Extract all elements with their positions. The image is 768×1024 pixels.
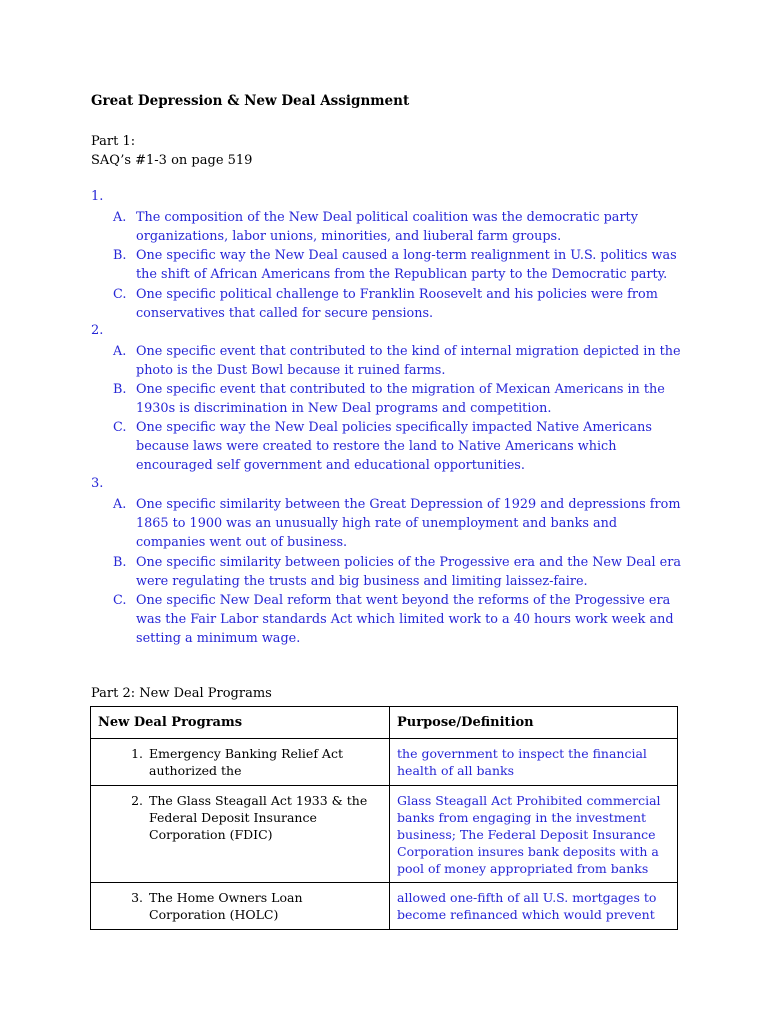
answer-item	[113, 495, 683, 552]
part2-heading: Part 2: New Deal Programs	[91, 686, 272, 701]
new-deal-programs-table	[90, 706, 678, 930]
definition-cell: Glass Steagall Act Prohibited commercial banks from engaging in the investment business; The Federal Deposit Insurance Corporation insures bank deposits with a pool of money appropriated from banks	[390, 786, 678, 883]
answer-letter: A.	[113, 344, 127, 359]
answer-letter: C.	[113, 593, 127, 608]
table-row	[91, 739, 678, 786]
program-number: 3.	[131, 890, 143, 905]
program-cell	[91, 883, 390, 930]
part1-subheading: SAQ’s #1-3 on page 519	[91, 153, 253, 168]
program-number: 2.	[131, 793, 143, 808]
answer-text: One specific New Deal reform that went beyond the reforms of the Progessive era was the Fair Labor standards Act which limited work to a 40 hours work week and setting a minimum wage.	[136, 593, 674, 646]
answer-item	[113, 553, 683, 591]
program-name: The Glass Steagall Act 1933 & the Federal Deposit Insurance Corporation (FDIC)	[149, 793, 368, 842]
column-header-programs: New Deal Programs	[91, 707, 390, 739]
answer-item	[113, 418, 683, 475]
table-row	[91, 883, 678, 930]
answer-letter: B.	[113, 248, 127, 263]
program-name: Emergency Banking Relief Act authorized the	[149, 746, 343, 778]
column-header-purpose: Purpose/Definition	[390, 707, 678, 739]
question-number: 1.	[91, 189, 104, 204]
answer-text: One specific political challenge to Franklin Roosevelt and his policies were from conservatives that called for secure pensions.	[136, 287, 658, 321]
part1-heading: Part 1:	[91, 134, 136, 149]
table-row	[91, 786, 678, 883]
answer-text: One specific similarity between the Great Depression of 1929 and depressions from 1865 to 1900 was an unusually high rate of unemployment and banks and companies went out of business.	[136, 497, 681, 550]
answer-item	[113, 246, 683, 284]
answer-letter: B.	[113, 555, 127, 570]
answer-letter: B.	[113, 382, 127, 397]
answer-item	[113, 380, 683, 418]
answer-text: One specific event that contributed to the kind of internal migration depicted in the photo is the Dust Bowl because it ruined farms.	[136, 344, 681, 378]
answer-item	[113, 342, 683, 380]
program-number: 1.	[131, 746, 143, 761]
answer-letter: A.	[113, 497, 127, 512]
program-cell	[91, 786, 390, 883]
answer-letter: C.	[113, 420, 127, 435]
answer-text: One specific way the New Deal policies specifically impacted Native Americans because laws were created to restore the land to Native Americans which encouraged self government and educational opportunities.	[136, 420, 652, 473]
question-number: 3.	[91, 476, 104, 491]
program-cell	[91, 739, 390, 786]
definition-cell: the government to inspect the financial health of all banks	[390, 739, 678, 786]
answer-item	[113, 591, 683, 648]
answer-text: One specific event that contributed to the migration of Mexican Americans in the 1930s is discrimination in New Deal programs and competition.	[136, 382, 665, 416]
program-name: The Home Owners Loan Corporation (HOLC)	[149, 890, 303, 922]
question-number: 2.	[91, 323, 104, 338]
answer-item	[113, 208, 683, 246]
answer-letter: A.	[113, 210, 127, 225]
table-header-row	[91, 707, 678, 739]
answer-text: One specific way the New Deal caused a long-term realignment in U.S. politics was the shift of African Americans from the Republican party to the Democratic party.	[136, 248, 677, 282]
answer-text: The composition of the New Deal political coalition was the democratic party organizations, labor unions, minorities, and liuberal farm groups.	[136, 210, 638, 244]
answer-text: One specific similarity between policies of the Progessive era and the New Deal era were regulating the trusts and big business and limiting laissez-faire.	[136, 555, 681, 589]
answer-letter: C.	[113, 287, 127, 302]
document-title: Great Depression & New Deal Assignment	[91, 93, 410, 109]
definition-cell: allowed one-fifth of all U.S. mortgages to become refinanced which would prevent	[390, 883, 678, 930]
answer-item	[113, 285, 683, 323]
part1-header	[91, 132, 252, 170]
